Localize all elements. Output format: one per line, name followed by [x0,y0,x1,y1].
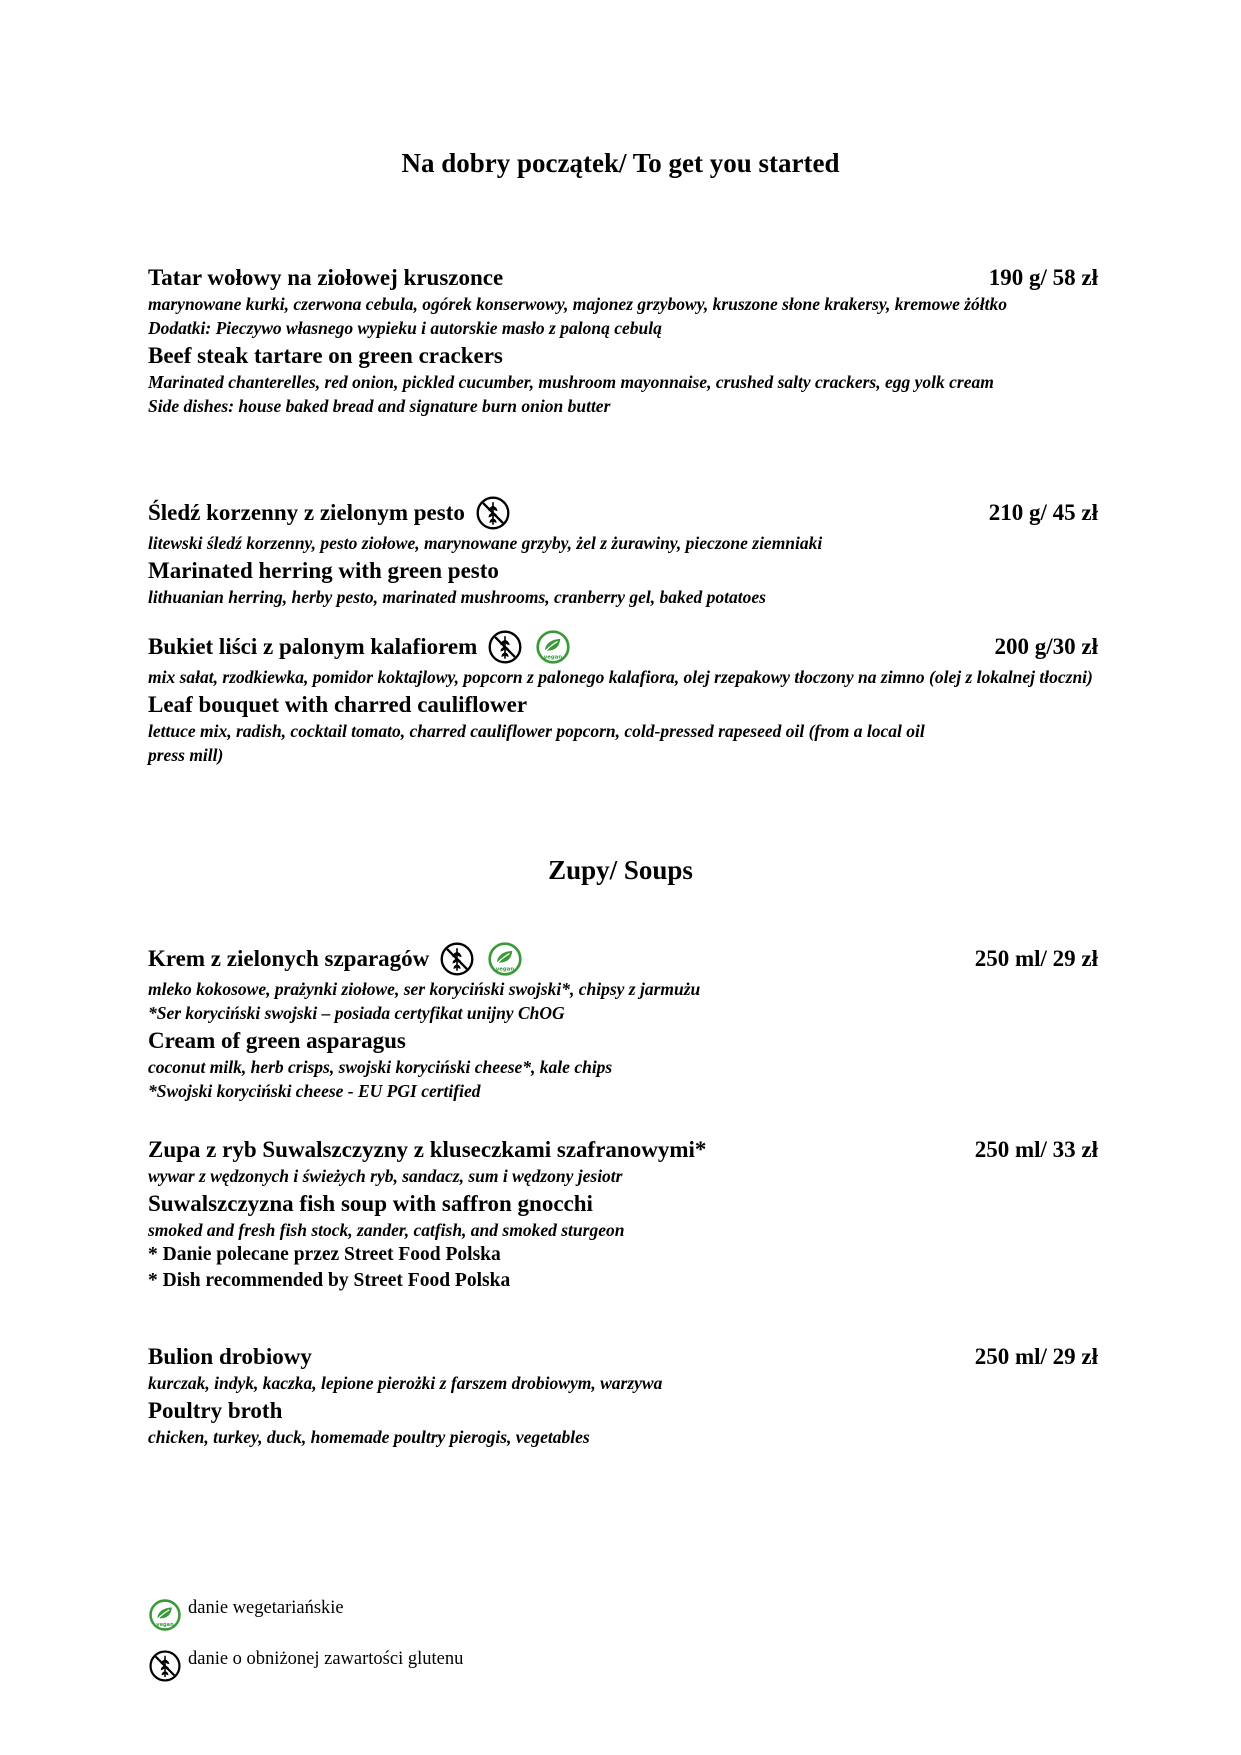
dish-price: 250 ml/ 33 zł [974,1137,1098,1162]
dish-desc-en: lettuce mix, radish, cocktail tomato, charred cauliflower popcorn, cold-pressed rapeseed oil (from a local oil press mill) [148,721,925,765]
dish-desc-en: chicken, turkey, duck, homemade poultry pierogis, vegetables [148,1427,590,1447]
dish-name-pl: Bukiet liści z palonym kalafiorem [148,634,478,659]
dish-desc-pl: mix sałat, rzodkiewka, pomidor koktajlowy, popcorn z palonego kalafiora, olej rzepakowy tłoczony na zimno (olej z lokalnej tłoczni) [148,667,1093,687]
dish-price: 210 g/ 45 zł [988,500,1098,525]
vegan-icon [487,941,523,977]
dish-name-en: Cream of green asparagus [148,1028,406,1053]
section-title-soups: Zupy/ Soups [548,855,693,885]
dish-desc-pl: litewski śledź korzenny, pesto ziołowe, marynowane grzyby, żel z żurawiny, pieczone ziemniaki [148,533,823,553]
dish-desc-en: coconut milk, herb crisps, swojski koryciński cheese*, kale chips [148,1057,613,1077]
low-gluten-icon [475,495,511,531]
dish-bulion [148,1343,1098,1449]
recommendation-en: * Dish recommended by Street Food Polska [148,1270,511,1291]
vegan-icon [535,629,571,665]
dish-name-pl: Tatar wołowy na ziołowej kruszonce [148,265,504,290]
dish-tatar [148,264,1098,418]
dish-name-en: Beef steak tartare on green crackers [148,343,503,368]
dish-name-pl: Śledź korzenny z zielonym pesto [148,500,465,525]
recommendation-pl: * Danie polecane przez Street Food Polska [148,1244,501,1265]
low-gluten-icon [487,629,523,665]
dish-name-en: Suwalszczyzna fish soup with saffron gnocchi [148,1191,593,1216]
dish-name-en: Marinated herring with green pesto [148,558,499,583]
dish-bukiet [148,629,1098,767]
dish-side-pl: Dodatki: Pieczywo własnego wypieku i autorskie masło z paloną cebulą [148,318,662,338]
dish-price: 190 g/ 58 zł [988,265,1098,290]
dish-price: 200 g/30 zł [994,634,1098,659]
dish-side-en: Side dishes: house baked bread and signature burn onion butter [148,396,611,416]
dish-name-pl: Krem z zielonych szparagów [148,946,430,971]
dish-price: 250 ml/ 29 zł [974,946,1098,971]
dish-note-pl: *Ser koryciński swojski – posiada certyfikat unijny ChOG [148,1003,565,1023]
dish-name-en: Poultry broth [148,1398,283,1423]
dish-zupa [148,1136,1098,1294]
dish-note-en: *Swojski koryciński cheese - EU PGI certified [148,1081,481,1101]
section-title-starters: Na dobry początek/ To get you started [401,148,840,178]
dish-name-en: Leaf bouquet with charred cauliflower [148,692,528,717]
legend-low-gluten-label: danie o obniżonej zawartości glutenu [188,1649,464,1669]
low-gluten-icon [148,1649,182,1683]
dish-desc-en: lithuanian herring, herby pesto, marinated mushrooms, cranberry gel, baked potatoes [148,587,766,607]
dish-desc-pl: marynowane kurki, czerwona cebula, ogórek konserwowy, majonez grzybowy, kruszone słone krakersy, kremowe żółtko [148,294,1008,314]
low-gluten-icon [439,941,475,977]
dish-price: 250 ml/ 29 zł [974,1344,1098,1369]
dish-sledz [148,495,1098,609]
dish-desc-en: smoked and fresh fish stock, zander, catfish, and smoked sturgeon [148,1220,625,1240]
dish-desc-pl: mleko kokosowe, prażynki ziołowe, ser koryciński swojski*, chipsy z jarmużu [148,979,701,999]
legend-low-gluten [148,1649,463,1683]
dish-desc-en: Marinated chanterelles, red onion, pickled cucumber, mushroom mayonnaise, crushed salty crackers, egg yolk cream [148,372,994,392]
dish-name-pl: Zupa z ryb Suwalszczyzny z kluseczkami szafranowymi* [148,1137,707,1162]
dish-krem [148,941,1098,1103]
dish-name-pl: Bulion drobiowy [148,1344,312,1369]
dish-desc-pl: kurczak, indyk, kaczka, lepione pierożki z farszem drobiowym, warzywa [148,1373,663,1393]
dish-desc-pl: wywar z wędzonych i świeżych ryb, sandacz, sum i wędzony jesiotr [148,1166,623,1186]
legend-vegetarian-label: danie wegetariańskie [188,1598,344,1618]
vegan-icon [148,1598,182,1632]
legend-vegetarian [148,1598,344,1632]
